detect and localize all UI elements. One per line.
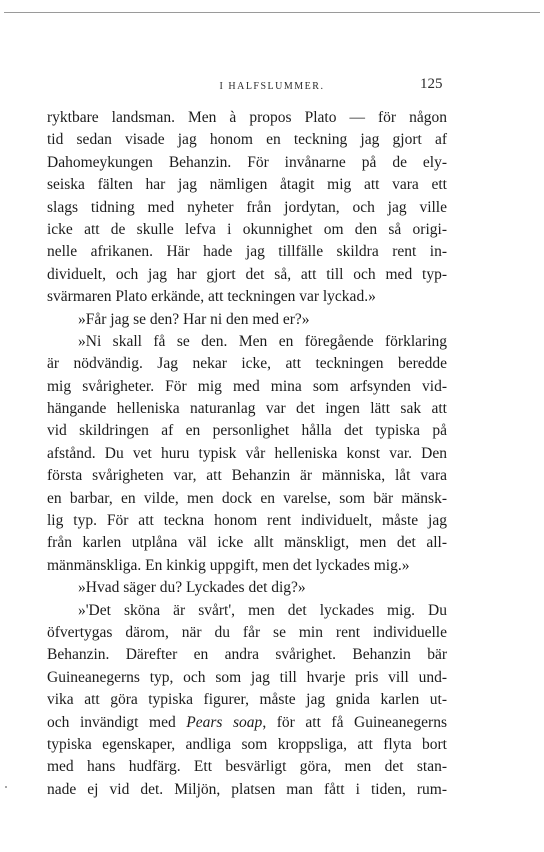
text-line: vid skildringen af en personlighet hålla det typiska på [47,422,447,440]
text-line: är nödvändig. Jag nekar icke, att teckningen beredde [47,355,447,373]
text-line: dividuelt, och jag har gjort det så, att till och med typ- [47,265,447,283]
text-line: Behanzin. Därefter en andra svårighet. Behanzin bär [47,646,447,664]
top-rule [4,12,540,13]
text-line: slags tidning med nyheter från jordytan, och jag ville [47,198,447,216]
text-line: lig typ. För att teckna honom rent individuelt, måste jag [47,512,447,530]
text-line-start: och invändigt med [47,713,176,731]
paper-speck [5,786,7,788]
text-line: mänmänskliga. En kinkig uppgift, men det lyckades mig.» [47,556,410,574]
text-line: första svårigheten var, att Behanzin är människa, låt vara [47,467,447,485]
text-line: Guineanegerns typ, och som jag till hvarje pris vill und- [47,668,447,686]
text-line: ryktbare landsman. Men à propos Plato — för någon [47,109,447,126]
text-line: »Ni skall få se den. Men en föregående förklaring [78,332,447,350]
text-line: mig svårigheter. För mig med mina som arfsynden vid- [47,377,447,395]
text-line: öfvertygas därom, när du får se min rent individuelle [47,623,447,641]
text-line: nade ej vid det. Miljön, platsen man fått i tiden, rum- [47,780,447,798]
text-line: »'Det sköna är svårt', men det lyckades mig. Du [78,601,447,619]
text-line: »Hvad säger du? Lyckades det dig?» [78,579,306,597]
text-line: tid sedan visade jag honom en teckning jag gjort af [47,131,447,149]
text-line: hängande helleniska naturanlag var det ingen lätt sak att [47,400,447,418]
text-line [47,712,447,734]
text-line: »Får jag se den? Har ni den med er?» [78,310,310,328]
text-line: vika att göra typiska figurer, måste jag gnida karlen ut- [47,691,447,709]
text-line: Dahomeykungen Behanzin. För invånarne på de ely- [47,153,447,171]
page-number: 125 [420,76,443,92]
text-line: afstånd. Du vet huru typisk vår helleniska konst var. Den [47,444,447,462]
text-line: en barbar, en vilde, men dock en varelse, som bär mänsk- [47,489,447,507]
text-line: med hans hudfärg. Ett besvärligt göra, men det stan- [47,758,447,776]
running-title: I HALFSLUMMER. [219,81,325,92]
text-line: nelle afrikanen. Här hade jag tillfälle skildra rent in- [47,243,447,261]
text-line: seiska fälten har jag nämligen åtagit mig att vara ett [47,176,447,194]
body-text [47,107,447,801]
text-line: svärmaren Plato erkände, att teckningen var lyckad.» [47,288,376,306]
text-line: från karlen utplåna väl icke allt mänskligt, men det all- [47,534,447,552]
text-line-end: , för att få Guineanegerns [262,713,447,731]
text-line: typiska egenskaper, andliga som kroppsliga, att flyta bort [47,735,447,753]
italic-product-name: Pears soap [186,713,263,731]
text-line: icke att de skulle lefva i okunnighet om den så origi- [47,220,447,238]
